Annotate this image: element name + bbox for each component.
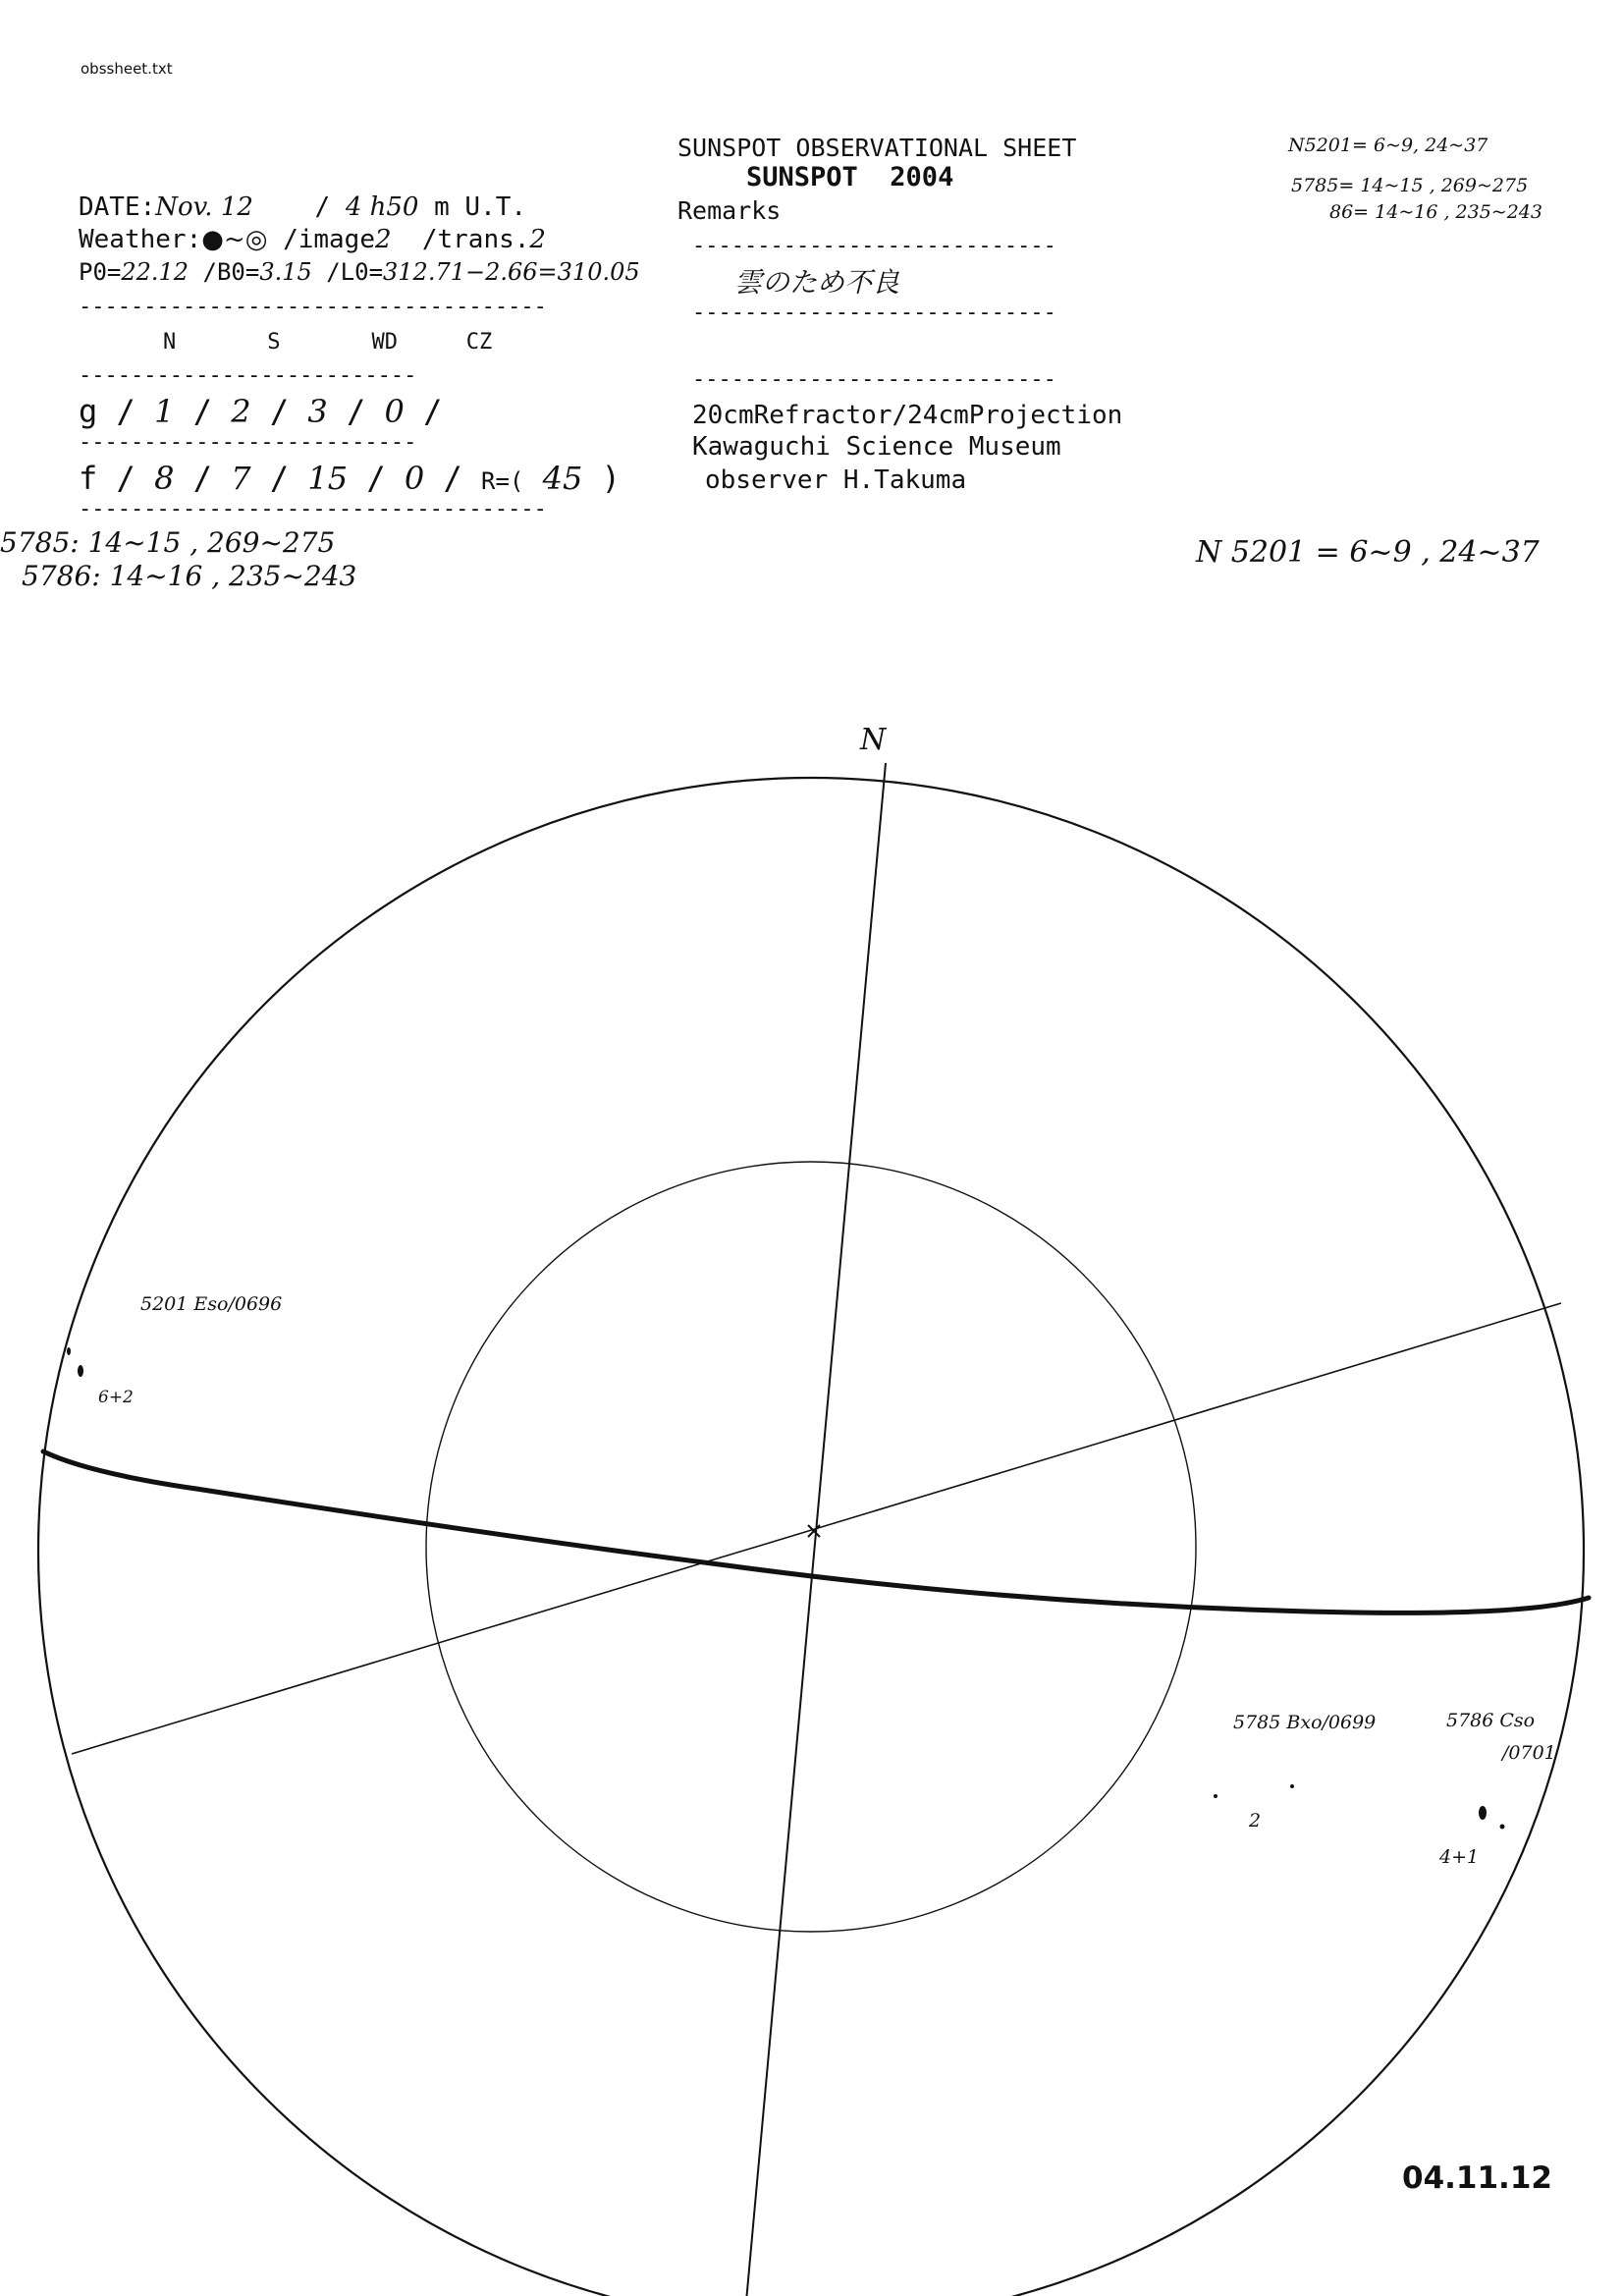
b0-value: 3.15 [259, 258, 312, 286]
column-n: N [163, 330, 177, 355]
region-5785-label: 5785 Bxo/0699 [1233, 1712, 1377, 1733]
b0-label: /B0= [202, 258, 260, 286]
f-label: f [79, 460, 98, 497]
margin-note-left-1: 5785: 14~15 , 269~275 [0, 526, 336, 559]
sheet-subtitle: SUNSPOT 2004 [746, 162, 954, 192]
region-5786-count: 4+1 [1439, 1846, 1480, 1868]
remarks-divider-1: ---------------------------- [692, 234, 1056, 258]
f-value-n: 8 [154, 460, 175, 497]
p0-label: P0= [79, 258, 122, 286]
column-wd: WD [371, 330, 398, 355]
weather-label: Weather: [79, 225, 202, 254]
region-5785-count: 2 [1249, 1810, 1262, 1831]
solar-disk-outline [38, 778, 1584, 2296]
g-value-n: 1 [154, 393, 175, 430]
trans-label: /trans. [421, 225, 530, 254]
time-suffix: m U.T. [434, 192, 527, 222]
g-value-s: 2 [231, 393, 251, 430]
remarks-divider-2: ---------------------------- [692, 301, 1056, 325]
header-divider-3: -------------------------- [79, 430, 417, 455]
image-value: 2 [374, 225, 392, 254]
date-stamp: 04.11.12 [1402, 2160, 1552, 2196]
g-value-wd: 3 [307, 393, 328, 430]
sunspot-region-b-dot [1290, 1784, 1294, 1788]
date-value: Nov. 12 [155, 192, 253, 222]
margin-note-right-3: 86= 14~16 , 235~243 [1329, 201, 1542, 223]
sunspot-region-a-dot [67, 1347, 71, 1355]
header-divider-1: ------------------------------------ [79, 295, 547, 319]
f-value-wd: 15 [307, 460, 349, 497]
observer-text: observer H.Takuma [705, 465, 967, 495]
f-value-s: 7 [231, 460, 251, 497]
f-separator: / [250, 460, 308, 497]
sunspot-region-b-dot [1214, 1794, 1217, 1798]
file-name: obssheet.txt [81, 60, 173, 78]
location-text: Kawaguchi Science Museum [692, 432, 1061, 462]
image-label: /image [283, 225, 375, 254]
l0-value: 312.71−2.66=310.05 [383, 258, 640, 286]
g-value-cz: 0 [384, 393, 405, 430]
remarks-divider-3: ---------------------------- [692, 367, 1056, 392]
margin-note-right-large: N 5201 = 6~9 , 24~37 [1196, 535, 1540, 570]
sheet-title: SUNSPOT OBSERVATIONAL SHEET [677, 134, 1077, 162]
g-separator: / [327, 393, 385, 430]
date-label: DATE: [79, 192, 156, 222]
trans-value: 2 [529, 225, 546, 254]
region-5786-label: 5786 Cso [1446, 1710, 1536, 1731]
header-divider-2: -------------------------- [79, 363, 417, 388]
remarks-note: 雲のため不良 [734, 266, 900, 299]
header-divider-4: ------------------------------------ [79, 497, 547, 521]
g-label: g [79, 393, 98, 430]
margin-note-left-2: 5786: 14~16 , 235~243 [22, 560, 357, 592]
f-separator: / [97, 460, 155, 497]
l0-label: /L0= [326, 258, 384, 286]
sunspot-region-a-dot [78, 1365, 83, 1377]
p0-value: 22.12 [121, 258, 189, 286]
weather-value: ●~◎ [201, 225, 268, 254]
g-separator: / [97, 393, 155, 430]
north-marker-label: N [860, 723, 887, 757]
column-s: S [267, 330, 281, 355]
r-label: R=( [481, 467, 524, 495]
g-separator: / [404, 393, 443, 430]
region-5786-number: /0701 [1502, 1742, 1556, 1764]
time-value: 4 h50 [345, 192, 419, 222]
date-separator: / [252, 192, 346, 222]
column-cz: CZ [465, 330, 493, 355]
g-separator: / [250, 393, 308, 430]
r-value: 45 [542, 460, 583, 497]
sunspot-region-c-dot [1479, 1806, 1487, 1820]
instrument-text: 20cmRefractor/24cmProjection [692, 401, 1123, 430]
remarks-label: Remarks [677, 196, 782, 225]
r-close: ) [601, 460, 621, 497]
margin-note-right-1: N5201= 6~9, 24~37 [1288, 135, 1488, 156]
region-5201-count: 6+2 [98, 1388, 134, 1407]
f-separator: / [424, 460, 482, 497]
f-value-cz: 0 [404, 460, 425, 497]
g-separator: / [174, 393, 232, 430]
f-separator: / [348, 460, 405, 497]
inner-reference-circle [426, 1162, 1196, 1932]
margin-note-right-2: 5785= 14~15 , 269~275 [1291, 175, 1529, 196]
f-separator: / [174, 460, 232, 497]
sunspot-region-c-dot [1500, 1825, 1505, 1830]
region-5201-label: 5201 Eso/0696 [140, 1293, 283, 1315]
